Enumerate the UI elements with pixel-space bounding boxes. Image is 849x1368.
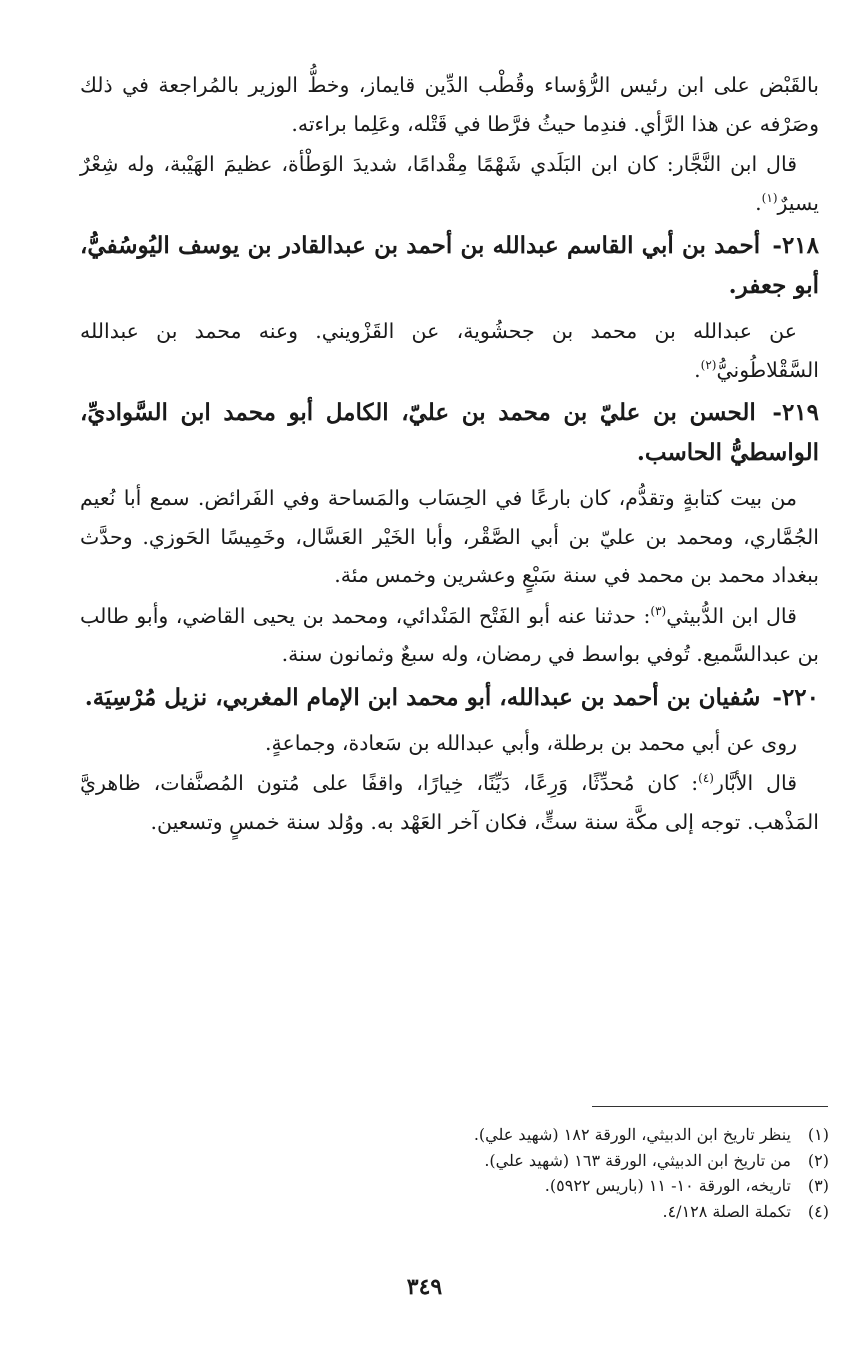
footnote-ref: (٢) (700, 357, 717, 372)
entry-heading-218 (80, 226, 819, 306)
footnote-text: تاريخه، الورقة ١٠- ١١ (باريس ٥٩٢٢). (544, 1176, 791, 1195)
entry-title: سُفيان بن أحمد بن عبدالله، أبو محمد ابن الإمام المغربي، نزيل مُرْسِيَة. (84, 683, 761, 711)
paragraph: قال ابن النَّجَّار: كان ابن البَلَدي شَهْمًا مِقْدامًا، شديدَ الوَطْأة، عظيمَ الهَيْبة، وله شِعْرٌ يسيرٌ$^{(١)}$. (80, 152, 819, 215)
footnote-ref: (١) (761, 190, 778, 205)
footnote-ref: (٤) (698, 771, 714, 786)
entry-heading-220 (80, 678, 819, 718)
paragraph-text: قال الأبَّار (713, 771, 797, 795)
paragraph: عن عبدالله بن محمد بن جحشُوية، عن القَزْويني. وعنه محمد بن عبدالله السَّقْلاطُونيُّ$^{(٢)}$. (80, 319, 819, 382)
entry-heading-219 (80, 393, 819, 473)
paragraph: قال ابن الدُّبيثي$^{(٣)}$: حدثنا عنه أبو الفَتْح المَنْدائي، ومحمد بن يحيى القاضي، وأبو طالب بن عبدالسَّميع. تُوفي بواسط في رمضان، وله سبعٌ وثمانون سنة. (80, 603, 819, 666)
footnote-ref: (٣) (650, 603, 667, 618)
entry-title: الحسن بن عليّ بن محمد بن عليّ، الكامل أبو محمد ابن السَّواديِّ، الواسطيُّ الحاسب. (80, 399, 819, 466)
paragraph-text: روى عن أبي محمد بن برطلة، وأبي عبدالله بن سَعادة، وجماعةٍ. (265, 730, 797, 755)
paragraph-text: قال ابن الدُّبيثي (666, 603, 797, 628)
paragraph-text: من بيت كتابةٍ وتقدُّم، كان بارعًا في الحِسَاب والمَساحة وفي الفَرائض. سمع أبا نُعيم الجُمَّاري، ومحمد بن عليّ بن أبي الصَّقْر، وأبا الخَيْر العَسَّال، وخَمِيسًا الحَوزي. وحدَّث ببغداد محمد بن محمد في سنة سَبْعٍ وعشرين وخمس مئة. (80, 486, 819, 587)
entry-number: ٢١٩- (772, 399, 819, 426)
entry-number: ٢١٨- (772, 232, 819, 259)
footnote (80, 1173, 829, 1199)
footnote (80, 1199, 829, 1225)
entry-number: ٢٢٠- (772, 683, 819, 711)
footnote (80, 1122, 829, 1148)
footnote-mark: (٢) (807, 1150, 829, 1170)
paragraph-text: عن عبدالله بن محمد بن جحشُوية، عن القَزْويني. وعنه محمد بن عبدالله السَّقْلاطُونيُّ (80, 319, 819, 382)
footnote-text: تكملة الصلة ٤/١٢٨. (662, 1201, 791, 1221)
footnote (80, 1148, 829, 1174)
paragraph-text: بالقَبْض على ابن رئيس الرُّؤساء وقُطْب الدِّين قايماز، وخطُّ الوزير بالمُراجعة في ذلك وصَرْفه عن هذا الرَّأي. فندِما حيثُ فرَّطا في قَتْله، وعَلِما براءته. (80, 73, 819, 136)
paragraph-text: قال ابن النَّجَّار: كان ابن البَلَدي شَهْمًا مِقْدامًا، شديدَ الوَطْأة، عظيمَ الهَيْبة، وله شِعْرٌ يسيرٌ (80, 152, 819, 215)
paragraph: قال الأبَّار$^{(٤)}$: كان مُحدِّثًا، وَرِعًا، دَيِّنًا، خِيارًا، واقفًا على مُتون المُصنَّفات، ظاهريَّ المَذْهب. توجه إلى مكَّة سنة ستٍّ، فكان آخر العَهْد به. ووُلد سنة خمسٍ وتسعين. (80, 771, 819, 834)
entry-title: أحمد بن أبي القاسم عبدالله بن أحمد بن عبدالقادر بن يوسف اليُوسُفيُّ، أبو جعفر. (80, 232, 819, 299)
footnote-text: من تاريخ ابن الدبيثي، الورقة ١٦٣ (شهيد علي). (484, 1150, 791, 1170)
footnote-divider (592, 1106, 828, 1107)
paragraph (80, 724, 819, 763)
footnote-mark: (١) (807, 1125, 829, 1144)
page-number: ٣٤٩ (406, 1274, 443, 1300)
paragraph (80, 479, 819, 595)
footnote-mark: (٣) (807, 1176, 829, 1195)
main-text (80, 66, 819, 843)
paragraph (80, 66, 819, 143)
footnotes (80, 1122, 829, 1224)
footnote-mark: (٤) (807, 1201, 829, 1221)
footnote-text: ينظر تاريخ ابن الدبيثي، الورقة ١٨٢ (شهيد علي). (473, 1125, 791, 1144)
